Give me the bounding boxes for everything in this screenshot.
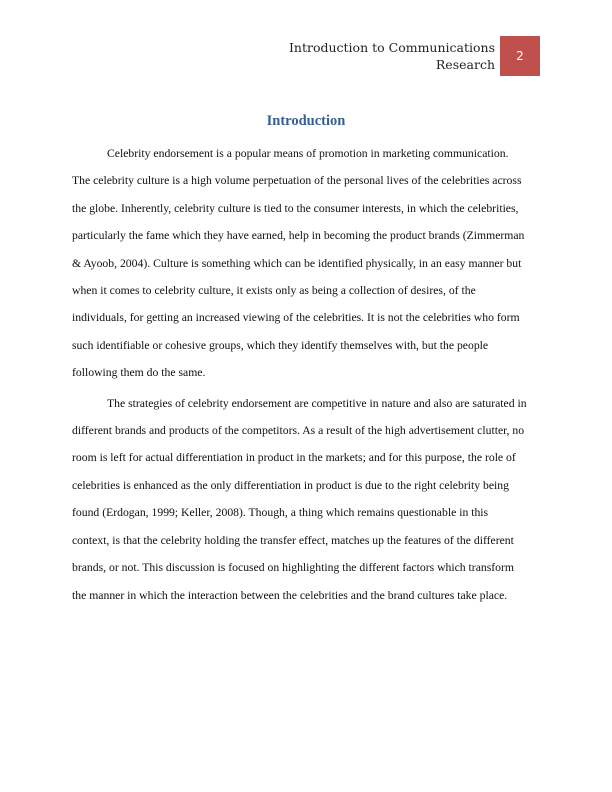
paragraph-line: individuals, for getting an increased viewing of the celebrities. It is not the celebrities who form bbox=[72, 311, 520, 325]
paragraph-line: following them do the same. bbox=[72, 366, 206, 380]
paragraph-line: when it comes to celebrity culture, it exists only as being a collection of desires, of the bbox=[72, 284, 476, 298]
paragraph-line: the globe. Inherently, celebrity culture is tied to the consumer interests, in which the celebrities, bbox=[72, 201, 519, 215]
paragraph-line: & Ayoob, 2004). Culture is something which can be identified physically, in an easy manner but bbox=[72, 256, 522, 270]
paragraph-line: The celebrity culture is a high volume perpetuation of the personal lives of the celebrities across bbox=[72, 174, 522, 188]
paragraph-line: such identifiable or cohesive groups, which they identify themselves with, but the people bbox=[72, 338, 489, 352]
paragraph-line: context, is that the celebrity holding the transfer effect, matches up the features of the different bbox=[72, 533, 514, 547]
paragraph-line: celebrities is enhanced as the only differentiation in product is due to the right celebrity being bbox=[72, 478, 509, 492]
paragraph-line: brands, or not. This discussion is focused on highlighting the different factors which transform bbox=[72, 561, 514, 575]
running-header-line-2: Research bbox=[435, 57, 495, 72]
paragraph-line: different brands and products of the competitors. As a result of the high advertisement clutter, no bbox=[72, 424, 525, 438]
paragraph-line: Celebrity endorsement is a popular means of promotion in marketing communication. bbox=[107, 147, 509, 160]
paragraph-line: particularly the fame which they have earned, help in becoming the product brands (Zimmerman bbox=[72, 229, 525, 243]
paragraph-line: found (Erdogan, 1999; Keller, 2008). Though, a thing which remains questionable in this bbox=[72, 506, 489, 520]
page-number-badge: 2 bbox=[500, 36, 540, 76]
paragraph-line: the manner in which the interaction between the celebrities and the brand cultures take place. bbox=[72, 588, 508, 602]
paragraph-1 bbox=[72, 140, 542, 387]
section-heading: Introduction bbox=[266, 113, 346, 129]
paragraph-line: The strategies of celebrity endorsement are competitive in nature and also are saturated in bbox=[107, 396, 527, 410]
paragraph-2 bbox=[72, 390, 542, 609]
running-header-line-1: Introduction to Communications bbox=[288, 40, 495, 55]
paragraph-line: room is left for actual differentiation in product in the markets; and for this purpose, the role of bbox=[72, 451, 516, 465]
running-header bbox=[235, 39, 495, 73]
body-text bbox=[72, 140, 542, 609]
